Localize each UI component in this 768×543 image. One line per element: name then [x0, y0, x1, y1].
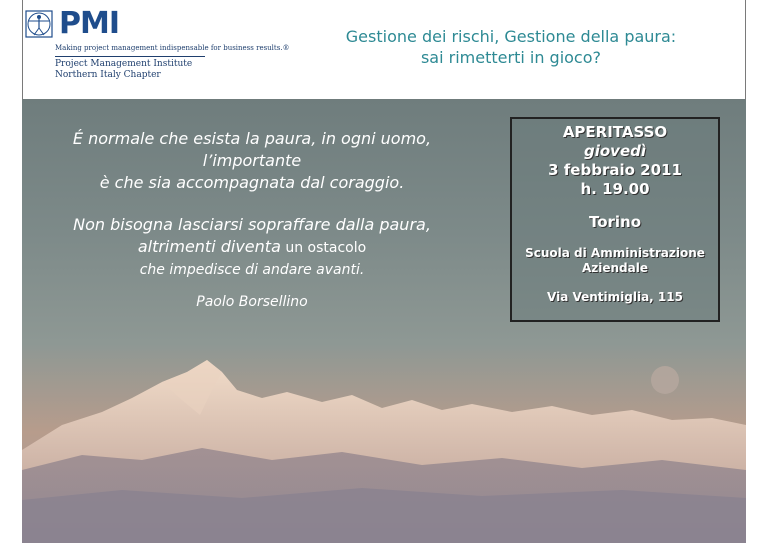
quote-line-2: l’importante: [202, 151, 302, 170]
quote-line-4: Non bisogna lasciarsi sopraffare dalla paura,: [73, 215, 431, 234]
quote-line-5b: un ostacolo: [280, 240, 367, 256]
event-time: h. 19.00: [580, 180, 650, 198]
quote-line-3: è che sia accompagnata dal coraggio.: [99, 173, 405, 192]
logo-institute-text: [55, 59, 192, 81]
slide-title: [281, 26, 741, 68]
event-venue-line1: Scuola di Amministrazione: [525, 246, 705, 260]
event-date: 3 febbraio 2011: [548, 161, 682, 179]
logo-wordmark: PMI: [59, 6, 120, 41]
event-venue-line2: Aziendale: [581, 261, 648, 275]
quote-line-6: che impedisce di andare avanti.: [139, 262, 365, 278]
quote-spacer: [32, 194, 472, 214]
event-name: APERITASSO: [562, 123, 668, 141]
logo-institute: Project Management Institute: [55, 59, 193, 69]
borsellino-quote: [32, 128, 472, 313]
slide-title-line1: Gestione dei rischi, Gestione della paura:: [345, 27, 677, 46]
pmi-logo: [25, 4, 290, 94]
event-info-box: [510, 117, 720, 322]
quote-line-1: É normale che esista la paura, in ogni uomo,: [72, 129, 432, 148]
logo-chapter: Northern Italy Chapter: [55, 70, 161, 80]
quote-line-5: [32, 236, 472, 259]
event-address: Via Ventimiglia, 115: [547, 290, 683, 304]
slide-title-line2: sai rimetterti in gioco?: [420, 48, 602, 67]
event-venue: [512, 246, 718, 276]
logo-divider: [55, 56, 205, 57]
logo-tagline: Making project management indispensable for business results.®: [55, 44, 290, 52]
quote-line-5a: altrimenti diventa: [137, 237, 281, 256]
slide-header: [22, 0, 746, 100]
event-city: Torino: [588, 213, 642, 231]
vitruvian-man-icon: [25, 10, 53, 38]
mountain-landscape-image: [22, 320, 746, 543]
event-weekday: giovedì: [583, 142, 646, 160]
slide: [22, 0, 746, 543]
quote-author: Paolo Borsellino: [196, 294, 308, 310]
